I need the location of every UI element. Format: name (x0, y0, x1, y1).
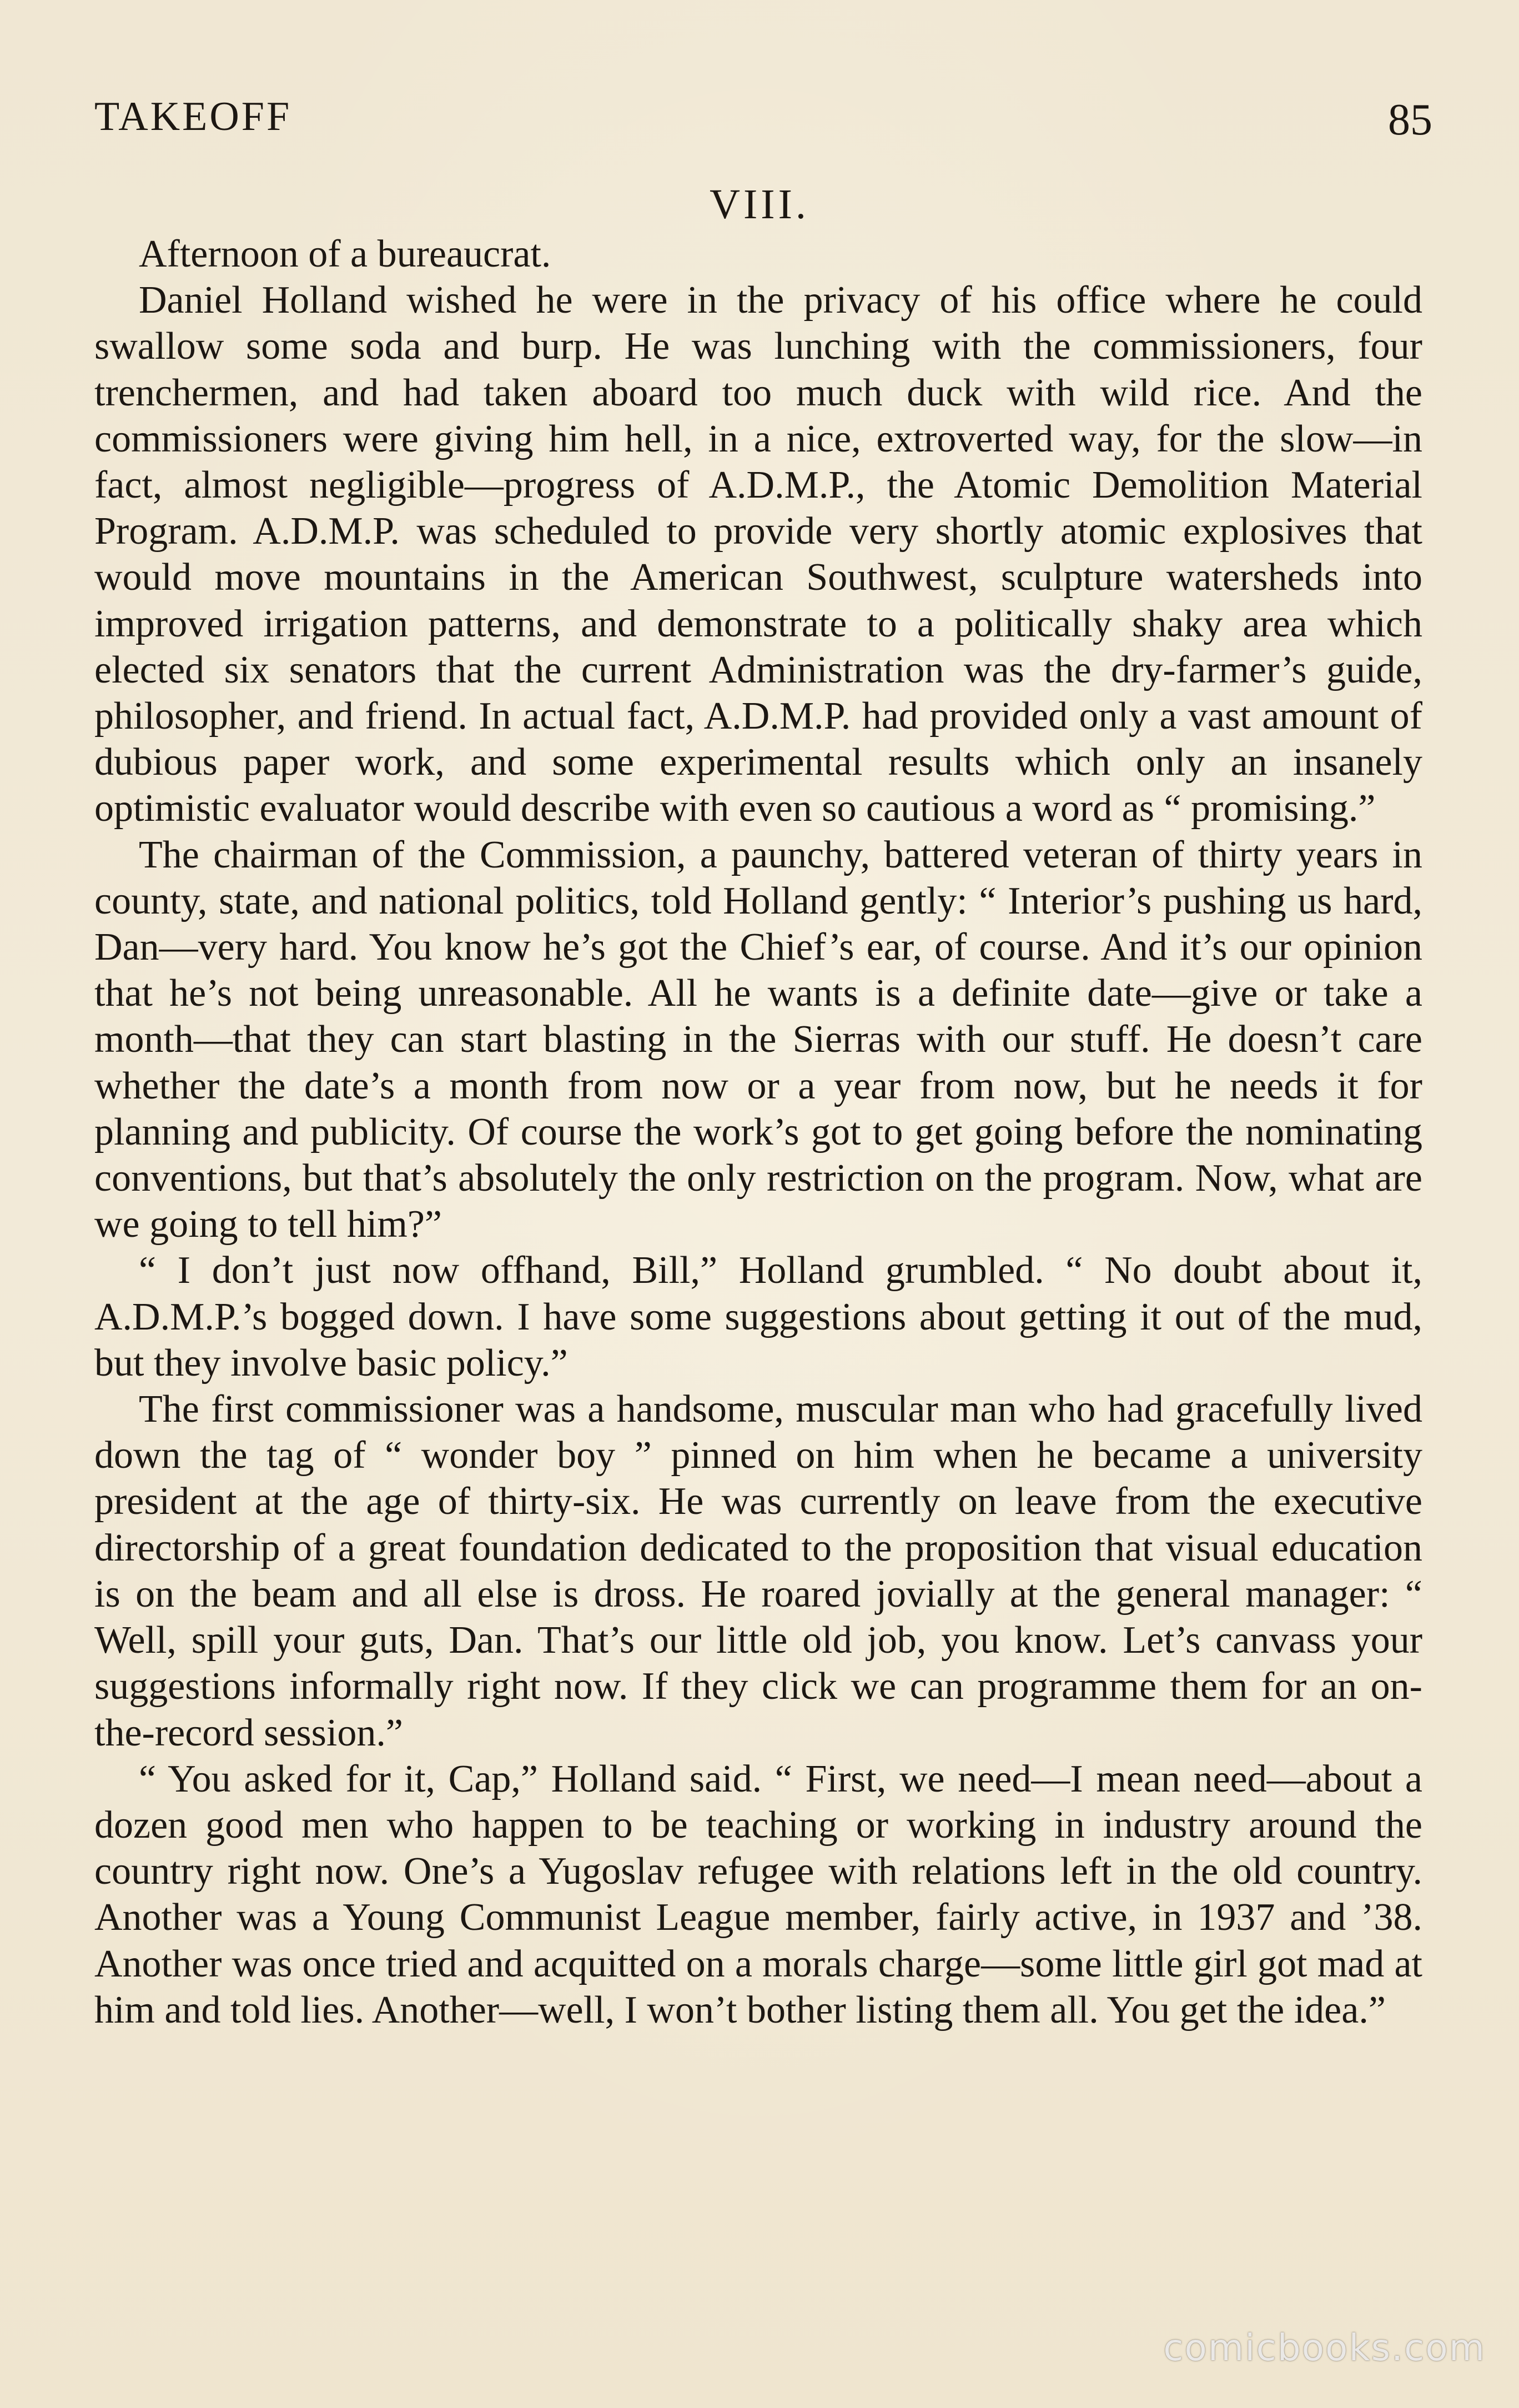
paragraph: Daniel Holland wished he were in the privacy of his office where he could swallow some soda and burp. He was lunching with the commissioners, four trenchermen, and had taken aboard too much duck with wild rice. And the commissioners were giving him hell, in a nice, extroverted way, for the slow—in fact, almost negligible—progress of A.D.M.P., the Atomic Demolition Material Program. A.D.M.P. was scheduled to provide very shortly atomic explosives that would move mountains in the American Southwest, sculpture watersheds into improved irrigation patterns, and demonstrate to a politically shaky area which elected six senators that the current Administration was the dry-farmer’s guide, philosopher, and friend. In actual fact, A.D.M.P. had provided only a vast amount of dubious paper work, and some experimental results which only an insanely optimistic evaluator would describe with even so cautious a word as “ promising.” (94, 279, 1422, 830)
paragraph: “ I don’t just now offhand, Bill,” Holland grumbled. “ No doubt about it, A.D.M.P.’s bogged down. I have some suggestions about getting it out of the mud, but they involve basic policy.” (94, 1249, 1422, 1384)
running-title: TAKEOFF (94, 94, 292, 139)
body-text (94, 231, 1422, 2033)
paragraph: Afternoon of a bureaucrat. (139, 233, 551, 275)
paragraph: “ You asked for it, Cap,” Holland said. “ First, we need—I mean need—about a dozen good men who happen to be teaching or working in industry around the country right now. One’s a Yugoslav refugee with relations left in the old country. Another was a Young Communist League member, fairly active, in 1937 and ’38. Another was once tried and acquitted on a morals charge—some little girl got mad at him and told lies. Another—well, I won’t bother listing them all. You get the idea.” (94, 1757, 1422, 2031)
paragraph: The first commissioner was a handsome, muscular man who had gracefully lived down the tag of “ wonder boy ” pinned on him when he became a university president at the age of thirty-six. He was currently on leave from the executive directorship of a great foundation dedicated to the proposition that visual education is on the beam and all else is dross. He roared jovially at the general manager: “ Well, spill your guts, Dan. That’s our little old job, you know. Let’s canvass your suggestions informally right now. If they click we can programme them for an on-the-record session.” (94, 1388, 1422, 1754)
watermark-logo: comicbooks.com (1163, 2326, 1486, 2369)
paragraph: The chairman of the Commission, a paunchy, battered veteran of thirty years in county, state, and national politics, told Holland gently: “ Interior’s pushing us hard, Dan—very hard. You know he’s got the Chief’s ear, of course. And it’s our opinion that he’s not being unreasonable. All he wants is a definite date—give or take a month—that they can start blasting in the Sierras with our stuff. He doesn’t care whether the date’s a month from now or a year from now, but he needs it for planning and publicity. Of course the work’s got to get going before the nominating conventions, but that’s absolutely the only restriction on the program. Now, what are we going to tell him?” (94, 833, 1422, 1246)
chapter-heading: VIII. (710, 181, 809, 228)
page-number: 85 (1388, 96, 1432, 144)
running-head (94, 89, 1432, 144)
